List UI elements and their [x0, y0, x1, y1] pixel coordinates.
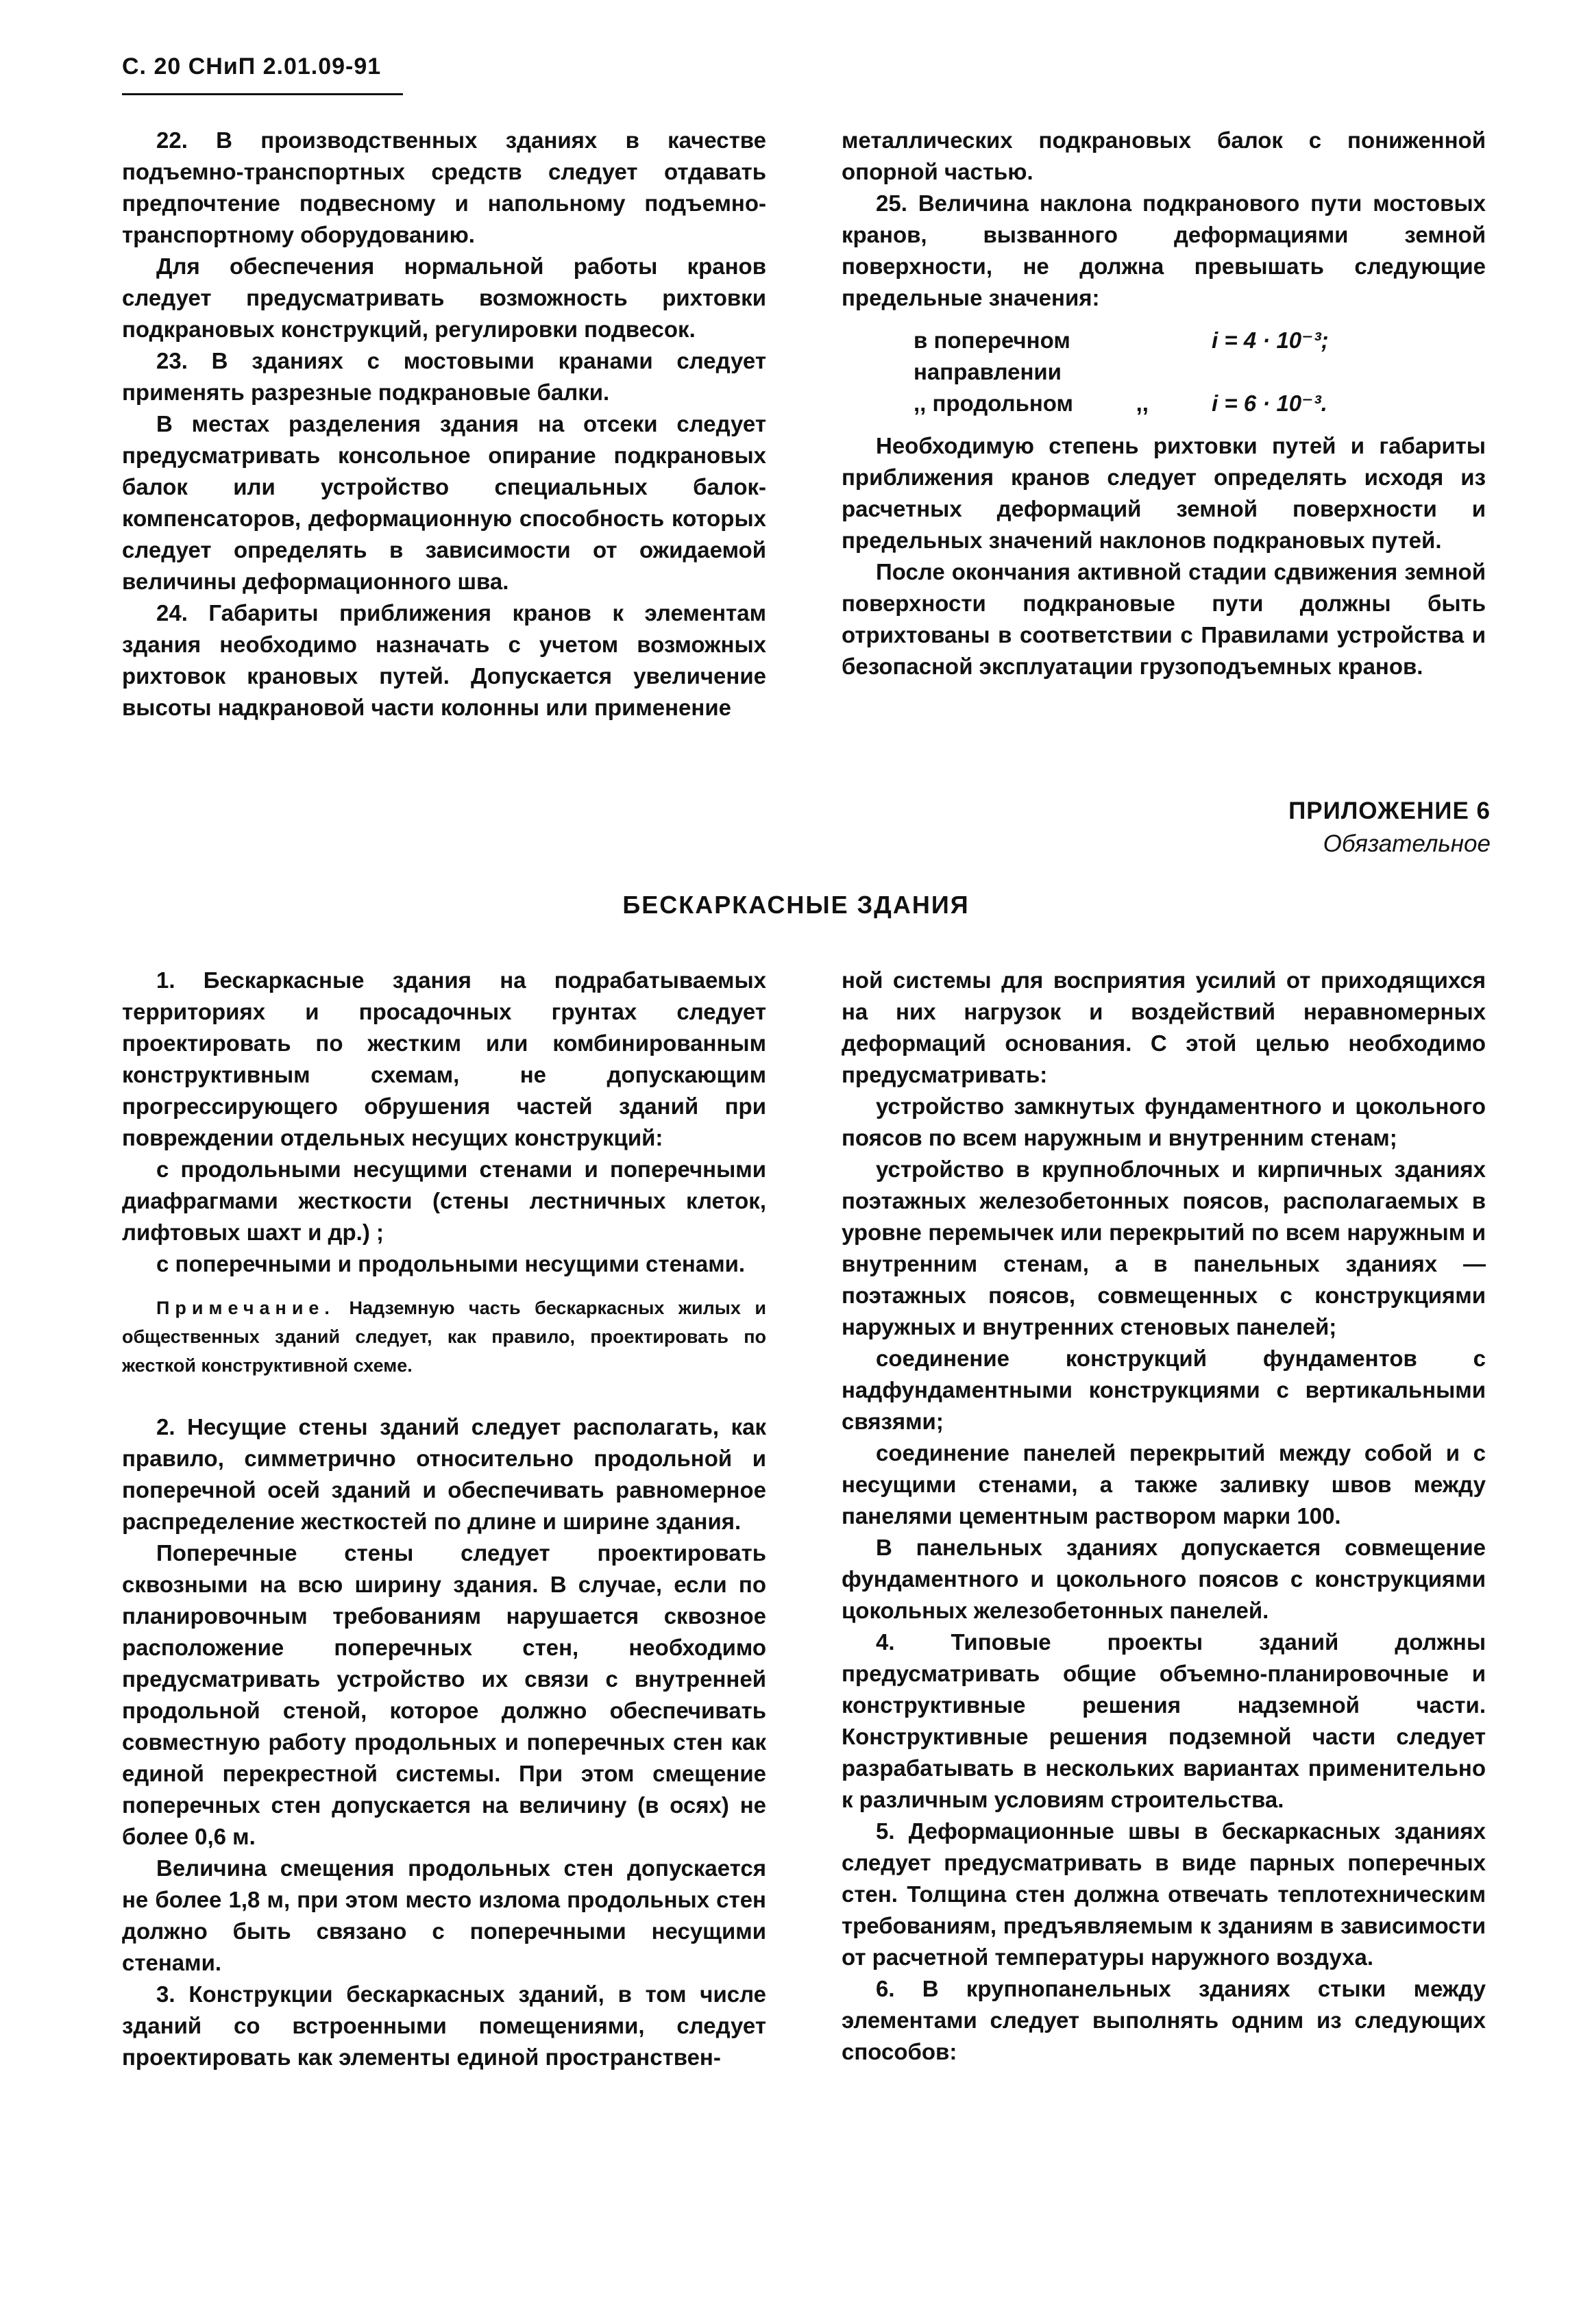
- formula-label: в поперечном направлении: [914, 327, 1070, 384]
- paragraph-number: 4.: [876, 1629, 895, 1655]
- paragraph-number: 24.: [156, 600, 188, 626]
- page-header: С. 20 СНиП 2.01.09-91: [122, 53, 382, 79]
- paragraph-text: Величина наклона подкранового пути мостовых кранов, вызванного деформациями земной поверхности, не должна превышать следующие предельные значения:: [842, 190, 1486, 310]
- note-text: Надземную часть бескаркасных жилых и общественных зданий следует, как правило, проектировать по жесткой конструктивной схеме.: [122, 1298, 766, 1376]
- paragraph-2: [122, 1411, 766, 1537]
- appendix-status: Обязательное: [1323, 830, 1491, 857]
- paragraph-23: [122, 345, 766, 408]
- list-item: соединение конструкций фундаментов с надфундаментными конструкциями с вертикальными связями;: [842, 1346, 1486, 1434]
- paragraph-number: 2.: [156, 1414, 175, 1439]
- paragraph-number: 3.: [156, 1981, 175, 2007]
- paragraph-24: [122, 597, 766, 724]
- paragraph-25c: После окончания активной стадии сдвижения земной поверхности подкрановые пути должны быть отрихтованы в соответствии с Правилами устройства и безопасной эксплуатации грузоподъемных кранов.: [842, 559, 1486, 679]
- paragraph-2b: Поперечные стены следует проектировать сквозными на всю ширину здания. В случае, если по планировочным требованиям нарушается сквозное расположение поперечных стен, необходимо предусматривать устройство их связи с внутренней продольной стеной, которое должно обеспечивать совместную работу продольных и поперечных стен как единой перекрестной системы. При этом смещение поперечных стен допускается на величину (в осях) не более 0,6 м.: [122, 1540, 766, 1849]
- formula-row-transverse: [842, 325, 1486, 388]
- formula-value: i = 6 · 10⁻³.: [1212, 391, 1327, 416]
- paragraph-22b: Для обеспечения нормальной работы кранов следует предусматривать возможность рихтовки подкрановых конструкций, регулировки подвесок.: [122, 254, 766, 342]
- paragraph-number: 5.: [876, 1818, 895, 1844]
- paragraph-23b: В местах разделения здания на отсеки следует предусматривать консольное опирание подкрановых балок или устройство специальных балок-компенсаторов, деформационную способность которых следует определять в зависимости от ожидаемой величины деформационного шва.: [122, 411, 766, 594]
- paragraph-text: В зданиях с мостовыми кранами следует применять разрезные подкрановые балки.: [122, 348, 766, 405]
- paragraph-number: 1.: [156, 967, 175, 993]
- paragraph-3b: В панельных зданиях допускается совмещение фундаментного и цокольного поясов с конструкциями цокольных железобетонных панелей.: [842, 1535, 1486, 1623]
- note-label: Примечание.: [156, 1298, 335, 1318]
- paragraph-22: [122, 125, 766, 251]
- paragraph-number: 23.: [156, 348, 188, 373]
- list-item: с продольными несущими стенами и поперечными диафрагмами жесткости (стены лестничных клеток, лифтовых шахт и др.) ;: [122, 1157, 766, 1245]
- slope-limits-formula: [842, 325, 1486, 419]
- header-rule: [122, 93, 403, 95]
- formula-value: i = 4 · 10⁻³;: [1212, 327, 1329, 353]
- paragraph-6: [842, 1973, 1486, 2068]
- top-right-column: [842, 125, 1486, 682]
- paragraph-24-continued: металлических подкрановых балок с пониженной опорной частью.: [842, 127, 1486, 184]
- paragraph-number: 6.: [876, 1976, 895, 2001]
- paragraph-text: В крупнопанельных зданиях стыки между элементами следует выполнять одним из следующих способов:: [842, 1976, 1486, 2064]
- paragraph-5: [842, 1816, 1486, 1973]
- paragraph-text: Бескаркасные здания на подрабатываемых территориях и просадочных грунтах следует проектировать по жестким или комбинированным конструктивным схемам, не допускающим прогрессирующего обрушения частей зданий при повреждении отдельных несущих конструкций:: [122, 967, 767, 1150]
- top-left-column: [122, 125, 766, 724]
- list-item: соединение панелей перекрытий между собой и с несущими стенами, а также заливку швов между панелями цементным раствором марки 100.: [842, 1440, 1486, 1529]
- list-item: с поперечными и продольными несущими стенами.: [156, 1251, 746, 1276]
- paragraph-text: Несущие стены зданий следует располагать, как правило, симметрично относительно продольной и поперечной осей зданий и обеспечивать равномерное распределение жесткостей по длине и ширине здания.: [122, 1414, 767, 1534]
- formula-row-longitudinal: [842, 388, 1486, 419]
- bottom-left-column: [122, 965, 766, 2073]
- paragraph-text: Конструкции бескаркасных зданий, в том числе зданий со встроенными помещениями, следует проектировать как элементы единой пространствен-: [122, 1981, 766, 2070]
- paragraph-text: Габариты приближения кранов к элементам здания необходимо назначать с учетом возможных рихтовок крановых путей. Допускается увеличение высоты надкрановой части колонны или применение: [122, 600, 766, 720]
- paragraph-1: [122, 965, 766, 1154]
- paragraph-2c: Величина смещения продольных стен допускается не более 1,8 м, при этом место излома продольных стен должно быть связано с поперечными несущими стенами.: [122, 1855, 766, 1975]
- paragraph-number: 25.: [876, 190, 907, 216]
- list-item: устройство замкнутых фундаментного и цокольного поясов по всем наружным и внутренним стенам;: [842, 1093, 1486, 1150]
- paragraph-3: [122, 1979, 766, 2073]
- section-title: БЕСКАРКАСНЫЕ ЗДАНИЯ: [622, 891, 970, 919]
- paragraph-text: Деформационные швы в бескаркасных зданиях следует предусматривать в виде парных поперечных стен. Толщина стен должна отвечать теплотехническим требованиям, предъявляемым к зданиям в зависимости от расчетной температуры наружного воздуха.: [842, 1818, 1486, 1970]
- list-item: устройство в крупноблочных и кирпичных зданиях поэтажных железобетонных поясов, располагаемых в уровне перемычек или перекрытий по всем наружным и внутренним стенам, а в панельных зданиях — поэтажных поясов, совмещенных с конструкциями наружных и внутренних стеновых панелей;: [842, 1157, 1486, 1339]
- paragraph-25: [842, 188, 1486, 314]
- bottom-right-column: [842, 965, 1486, 2068]
- paragraph-3-continued: ной системы для восприятия усилий от приходящихся на них нагрузок и воздействий неравномерных деформаций основания. С этой целью необходимо предусматривать:: [842, 967, 1486, 1087]
- paragraph-number: 22.: [156, 127, 188, 153]
- paragraph-25b: Необходимую степень рихтовки путей и габариты приближения кранов следует определять исходя из расчетных деформаций земной поверхности и предельных значений наклонов подкрановых путей.: [842, 433, 1486, 553]
- appendix-title: ПРИЛОЖЕНИЕ 6: [1288, 798, 1491, 824]
- note: [122, 1294, 766, 1380]
- formula-label: ,, продольном ,,: [914, 391, 1149, 416]
- paragraph-text: Типовые проекты зданий должны предусматривать общие объемно-планировочные и конструктивные решения надземной части. Конструктивные решения подземной части следует разрабатывать в нескольких вариантах применительно к различным условиям строительства.: [842, 1629, 1486, 1812]
- paragraph-text: В производственных зданиях в качестве подъемно-транспортных средств следует отдавать предпочтение подвесному и напольному подъемно-транспортному оборудованию.: [122, 127, 766, 247]
- appendix-heading: [1288, 795, 1491, 861]
- paragraph-4: [842, 1627, 1486, 1816]
